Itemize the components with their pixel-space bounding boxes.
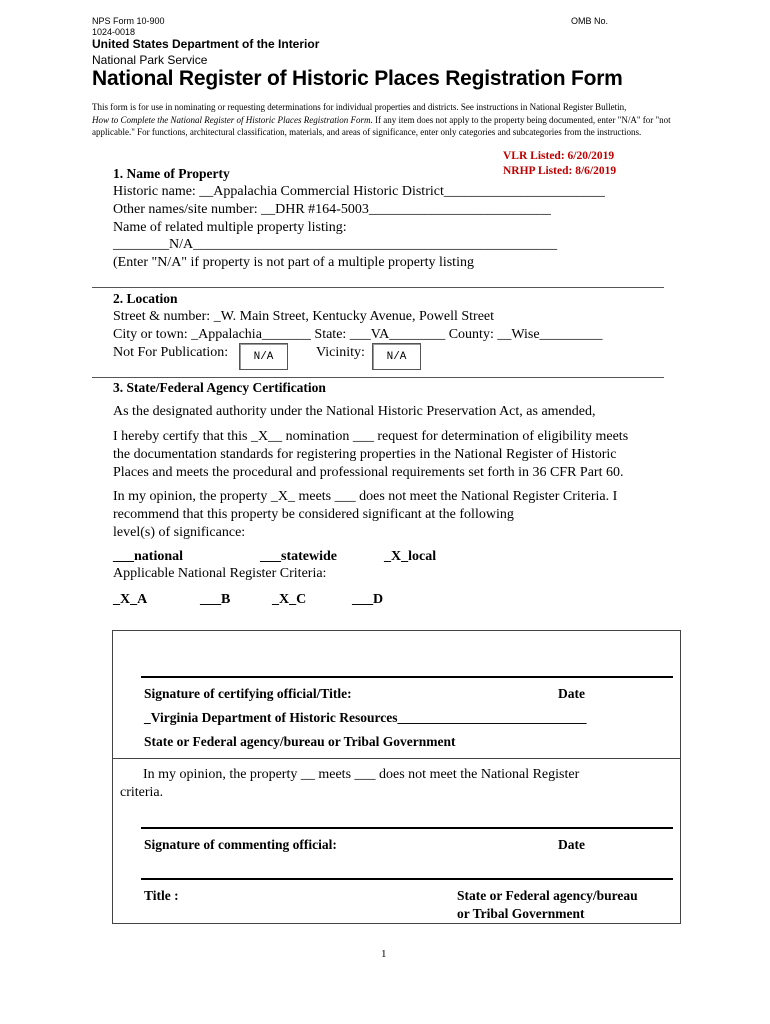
level-statewide[interactable]: ___statewide <box>260 549 337 564</box>
street-field[interactable]: Street & number: _W. Main Street, Kentucky Avenue, Powell Street <box>113 309 495 324</box>
related-listing-label: Name of related multiple property listing: <box>113 220 347 235</box>
not-for-publication-checkbox[interactable]: N/A <box>239 343 288 370</box>
agency-name-field[interactable]: _Virginia Department of Historic Resources____________________________ <box>144 710 587 725</box>
opinion-line-2: recommend that this property be considered significant at the following <box>113 507 514 522</box>
form-number: NPS Form 10-900 <box>92 16 165 26</box>
other-names-field[interactable]: Other names/site number: __DHR #164-5003__________________________ <box>113 202 551 217</box>
historic-name-field[interactable]: Historic name: __Appalachia Commercial Historic District_______________________ <box>113 184 605 199</box>
section-3-heading: 3. State/Federal Agency Certification <box>113 380 326 395</box>
opinion-line-3: level(s) of significance: <box>113 525 246 540</box>
vicinity-checkbox[interactable]: N/A <box>372 343 421 370</box>
criteria-label: Applicable National Register Criteria: <box>113 566 327 581</box>
certify-line-1: I hereby certify that this _X__ nomination ___ request for determination of eligibility meets <box>113 429 629 444</box>
service-name: National Park Service <box>92 53 208 67</box>
commenting-opinion-line-1: In my opinion, the property __ meets ___ does not meet the National Register <box>143 767 580 782</box>
level-local[interactable]: _X_local <box>384 549 437 564</box>
department-name: United States Department of the Interior <box>92 37 320 51</box>
agency-label-2b: or Tribal Government <box>457 906 585 921</box>
signature-line[interactable] <box>141 676 673 678</box>
vlr-listed: VLR Listed: 6/20/2019 <box>503 150 615 162</box>
page-number: 1 <box>381 948 387 960</box>
page-title: National Register of Historic Places Registration Form <box>92 67 623 90</box>
box-divider <box>113 758 680 759</box>
opinion-line-1: In my opinion, the property _X_ meets ___ does not meet the National Register Criteria. I <box>113 489 618 504</box>
related-listing-field[interactable]: ________N/A____________________________________________________ <box>113 237 558 252</box>
section-divider <box>92 377 664 378</box>
certify-line-2: the documentation standards for registering properties in the National Register of Historic <box>113 447 617 462</box>
section-divider <box>92 287 664 288</box>
omb-label: OMB No. <box>571 16 609 26</box>
intro-text-2: If any item does not apply to the property being documented, enter "N/A" for "not applicable." For functions, architectural classification, materials, and areas of significance, enter only categories and subcategories from the instructions. <box>92 114 671 137</box>
not-for-publication-label: Not For Publication: <box>113 345 229 360</box>
intro-text-1: This form is for use in nominating or requesting determinations for individual properties and districts. See instructions in National Register Bulletin, <box>92 102 627 112</box>
certification-intro: As the designated authority under the National Historic Preservation Act, as amended, <box>113 404 596 419</box>
criteria-c[interactable]: _X_C <box>272 592 307 607</box>
signature-line[interactable] <box>141 878 673 880</box>
vicinity-label: Vicinity: <box>316 345 365 360</box>
criteria-d[interactable]: ___D <box>352 592 384 607</box>
related-listing-note: (Enter "N/A" if property is not part of a multiple property listing <box>113 255 474 270</box>
intro-paragraph <box>92 101 682 139</box>
criteria-b[interactable]: ___B <box>200 592 231 607</box>
certifying-signature-label: Signature of certifying official/Title: <box>144 686 352 701</box>
city-state-county-field[interactable]: City or town: _Appalachia_______ State: ___VA________ County: __Wise_________ <box>113 327 603 342</box>
section-1-heading: 1. Name of Property <box>113 166 230 181</box>
commenting-opinion-line-2: criteria. <box>120 785 164 800</box>
certify-line-3: Places and meets the procedural and professional requirements set forth in 36 CFR Part 60. <box>113 465 624 480</box>
agency-label-2a: State or Federal agency/bureau <box>457 888 638 903</box>
intro-bulletin-title: How to Complete the National Register of Historic Places Registration Form. <box>92 114 373 125</box>
nrhp-listed: NRHP Listed: 8/6/2019 <box>503 165 617 177</box>
level-national[interactable]: ___national <box>113 549 184 564</box>
agency-label: State or Federal agency/bureau or Tribal Government <box>144 734 456 749</box>
signature-line[interactable] <box>141 827 673 829</box>
criteria-a[interactable]: _X_A <box>113 592 148 607</box>
date-label: Date <box>558 837 585 852</box>
title-label: Title : <box>144 888 179 903</box>
section-2-heading: 2. Location <box>113 291 178 306</box>
commenting-signature-label: Signature of commenting official: <box>144 837 337 852</box>
omb-code: 1024-0018 <box>92 27 136 37</box>
date-label: Date <box>558 686 585 701</box>
